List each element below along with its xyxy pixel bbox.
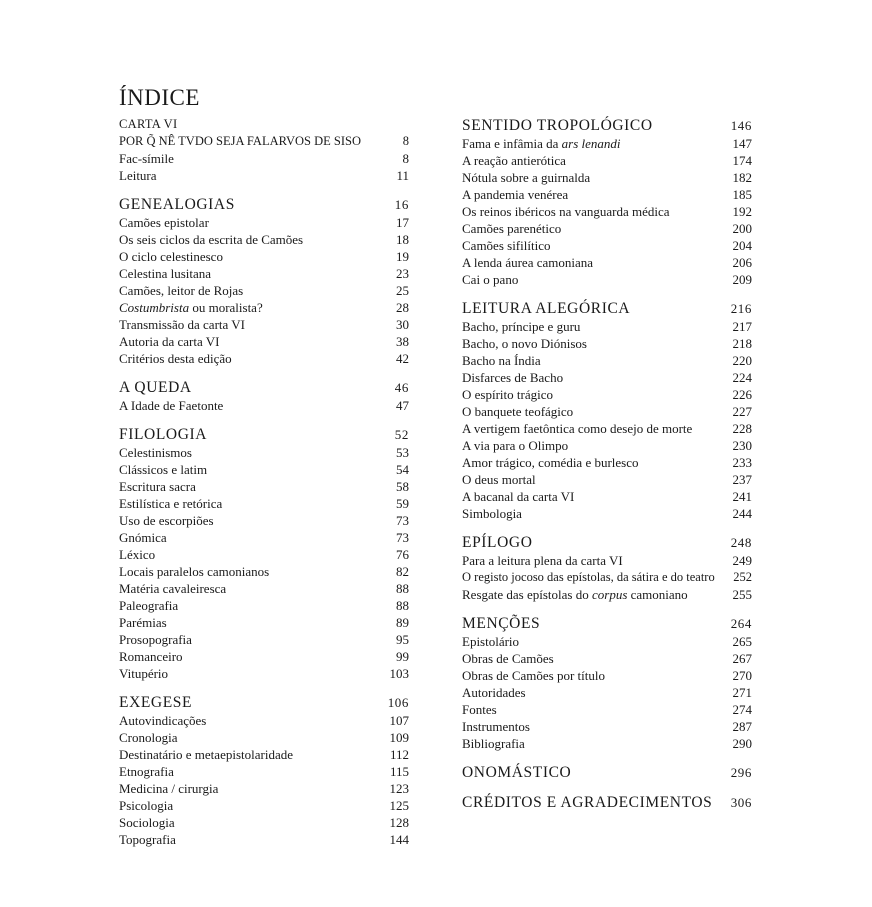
- heading-text: MENÇÕES: [462, 615, 541, 632]
- toc-entry[interactable]: [462, 254, 752, 271]
- entry-text: Epistolário: [462, 634, 520, 649]
- page-number: 192: [732, 204, 752, 219]
- toc-entry[interactable]: [462, 437, 752, 454]
- page-number: 28: [396, 300, 409, 315]
- section-heading[interactable]: [462, 116, 752, 135]
- page-number: 46: [394, 380, 409, 395]
- entry-text: Escritura sacra: [119, 479, 196, 494]
- page-number: 274: [732, 702, 752, 717]
- left-column: [119, 116, 409, 848]
- page-number: 252: [733, 570, 752, 584]
- page-number: 99: [396, 649, 409, 664]
- entry-text: Matéria cavaleiresca: [119, 581, 227, 596]
- page-number: 103: [389, 666, 409, 681]
- toc-entry[interactable]: [462, 454, 752, 471]
- entry-text: A vertigem faetôntica como desejo de morte: [462, 421, 693, 436]
- page-number: 42: [396, 351, 409, 366]
- toc-entry[interactable]: [119, 580, 409, 597]
- toc-entry[interactable]: [462, 701, 752, 718]
- section-heading[interactable]: [462, 763, 752, 782]
- heading-text: FILOLOGIA: [119, 426, 208, 443]
- page-number: 218: [732, 336, 752, 351]
- page-number: 59: [396, 496, 409, 511]
- section-epilogo: [462, 533, 752, 603]
- section-onomastico: [462, 763, 752, 782]
- entry-text: Vitupério: [119, 666, 169, 681]
- entry-text: Autoria da carta VI: [119, 334, 220, 349]
- toc-entry[interactable]: [462, 667, 752, 684]
- page-number: 128: [389, 815, 409, 830]
- toc-entry[interactable]: [462, 220, 752, 237]
- toc-entry[interactable]: [119, 444, 409, 461]
- page-number: 270: [732, 668, 752, 683]
- entry-text: Camões epistolar: [119, 215, 209, 230]
- page-number: 125: [389, 798, 409, 813]
- entry-text-start: Resgate das epístolas do: [462, 587, 592, 602]
- toc-entry[interactable]: [462, 135, 752, 152]
- toc-entry[interactable]: [462, 271, 752, 288]
- entry-text: Prosopografia: [119, 632, 192, 647]
- page-number: 248: [730, 535, 752, 550]
- entry-text: Amor trágico, comédia e burlesco: [462, 455, 639, 470]
- page-number: 115: [389, 764, 409, 779]
- toc-entry[interactable]: [119, 248, 409, 265]
- page-number: 107: [389, 713, 409, 728]
- entry-text: Disfarces de Bacho: [462, 370, 564, 385]
- entry-text-rest: ou moralista?: [189, 300, 263, 315]
- entry-text-italic: corpus: [591, 587, 628, 602]
- entry-text: O deus mortal: [462, 472, 536, 487]
- toc-entry[interactable]: [119, 763, 409, 780]
- entry-text: Leitura: [119, 168, 157, 183]
- entry-text: Para a leitura plena da carta VI: [462, 553, 623, 568]
- entry-text: Topografia: [119, 832, 176, 847]
- page-number: 147: [732, 136, 752, 151]
- toc-entry[interactable]: [119, 133, 409, 150]
- toc-entry[interactable]: [462, 318, 752, 335]
- section-heading[interactable]: [462, 533, 752, 552]
- entry-text: A pandemia venérea: [462, 187, 569, 202]
- toc-entry[interactable]: [119, 397, 409, 414]
- entry-text: Instrumentos: [462, 719, 530, 734]
- entry-text: O registo jocoso das epístolas, da sátira e do teatro: [462, 570, 715, 584]
- section-sentido-tropologico: [462, 116, 752, 288]
- toc-entry[interactable]: [119, 729, 409, 746]
- toc-entry[interactable]: [119, 316, 409, 333]
- toc-entry[interactable]: [119, 214, 409, 231]
- page-number: 109: [389, 730, 409, 745]
- toc-entry[interactable]: [462, 718, 752, 735]
- toc-entry[interactable]: [119, 614, 409, 631]
- toc-entry[interactable]: [119, 150, 409, 167]
- entry-text: Cronologia: [119, 730, 178, 745]
- toc-entry[interactable]: [462, 186, 752, 203]
- toc-entry[interactable]: [462, 386, 752, 403]
- toc-entry[interactable]: [462, 369, 752, 386]
- page-number: 73: [396, 530, 409, 545]
- section-carta-vi: [119, 116, 409, 184]
- page-number: 296: [730, 765, 752, 780]
- page-number: 82: [396, 564, 409, 579]
- entry-text: Transmissão da carta VI: [119, 317, 246, 332]
- page-number: 209: [732, 272, 752, 287]
- page-number: 73: [396, 513, 409, 528]
- entry-text: Bibliografia: [462, 736, 525, 751]
- toc-entry[interactable]: [119, 563, 409, 580]
- toc-entry[interactable]: [462, 335, 752, 352]
- page-number: 217: [732, 319, 752, 334]
- entry-text: Os seis ciclos da escrita de Camões: [119, 232, 304, 247]
- heading-text: SENTIDO TROPOLÓGICO: [462, 117, 653, 134]
- page-number: 23: [396, 266, 409, 281]
- entry-text: Critérios desta edição: [119, 351, 232, 366]
- toc-entry[interactable]: [462, 352, 752, 369]
- entry-text: Locais paralelos camonianos: [119, 564, 270, 579]
- entry-text: Cai o pano: [462, 272, 519, 287]
- page-number: 88: [396, 581, 409, 596]
- toc-entry[interactable]: [119, 797, 409, 814]
- entry-text: Medicina / cirurgia: [119, 781, 219, 796]
- entry-text: A reação antierótica: [462, 153, 566, 168]
- entry-text: Etnografia: [119, 764, 174, 779]
- entry-text: Uso de escorpiões: [119, 513, 214, 528]
- toc-entry[interactable]: [119, 546, 409, 563]
- entry-text: Camões sifilítico: [462, 238, 551, 253]
- toc-entry[interactable]: [462, 684, 752, 701]
- toc-entry[interactable]: [119, 780, 409, 797]
- toc-entry[interactable]: [462, 505, 752, 522]
- page-number: 8: [402, 151, 409, 166]
- page-number: 174: [732, 153, 752, 168]
- entry-text: Obras de Camões por título: [462, 668, 605, 683]
- entry-text: A lenda áurea camoniana: [462, 255, 594, 270]
- entry-text: Autovindicações: [119, 713, 207, 728]
- toc-entry[interactable]: [119, 478, 409, 495]
- toc-entry[interactable]: [462, 735, 752, 752]
- section-genealogias: [119, 195, 409, 367]
- page-number: 244: [732, 506, 752, 521]
- entry-text: Gnómica: [119, 530, 167, 545]
- page-number: 146: [730, 118, 752, 133]
- toc-entry[interactable]: [119, 529, 409, 546]
- entry-text: O espírito trágico: [462, 387, 553, 402]
- section-creditos: [462, 793, 752, 812]
- heading-text: CRÉDITOS E AGRADECIMENTOS: [462, 794, 713, 811]
- section-leitura-alegorica: [462, 299, 752, 522]
- entry-text: Fac-símile: [119, 151, 174, 166]
- page-number: 123: [389, 781, 409, 796]
- page-number: 144: [389, 832, 409, 847]
- toc-entry[interactable]: [462, 203, 752, 220]
- heading-text: A QUEDA: [119, 379, 192, 396]
- page-number: 182: [732, 170, 752, 185]
- entry-text: Parémias: [119, 615, 167, 630]
- toc-entry[interactable]: [119, 350, 409, 367]
- page-number: 58: [396, 479, 409, 494]
- page-number: 47: [396, 398, 409, 413]
- entry-text: O ciclo celestinesco: [119, 249, 223, 264]
- heading-text: EPÍLOGO: [462, 534, 533, 551]
- page-number: 18: [396, 232, 409, 247]
- entry-text: Autoridades: [462, 685, 526, 700]
- page-number: 306: [730, 795, 752, 810]
- page-number: 264: [730, 616, 752, 631]
- page-number: 287: [732, 719, 752, 734]
- entry-text: Celestina lusitana: [119, 266, 212, 281]
- page-number: 237: [732, 472, 752, 487]
- entry-text: Psicologia: [119, 798, 174, 813]
- heading-text: ONOMÁSTICO: [462, 764, 572, 781]
- entry-text: Paleografia: [119, 598, 179, 613]
- entry-text: Estilística e retórica: [119, 496, 223, 511]
- toc-entry[interactable]: [462, 403, 752, 420]
- toc-entry[interactable]: [119, 648, 409, 665]
- section-mencoes: [462, 614, 752, 752]
- page-number: 241: [732, 489, 752, 504]
- toc-entry[interactable]: [462, 471, 752, 488]
- section-heading[interactable]: [119, 195, 409, 214]
- toc-entry[interactable]: [462, 169, 752, 186]
- toc-entry[interactable]: [119, 712, 409, 729]
- toc-entry[interactable]: [462, 569, 752, 586]
- entry-text: Celestinismos: [119, 445, 192, 460]
- toc-entry[interactable]: [462, 488, 752, 505]
- entry-text: Destinatário e metaepistolaridade: [119, 747, 293, 762]
- heading-text: LEITURA ALEGÓRICA: [462, 300, 631, 317]
- page-number: 53: [396, 445, 409, 460]
- section-heading[interactable]: [119, 378, 409, 397]
- section-a-queda: [119, 378, 409, 414]
- page-number: 216: [730, 301, 752, 316]
- heading-text: CARTA VI: [119, 117, 178, 131]
- entry-text-italic: Costumbrista: [119, 300, 190, 315]
- page-number: 30: [396, 317, 409, 332]
- toc-entry[interactable]: [462, 420, 752, 437]
- entry-text-start: Fama e infâmia da: [462, 136, 562, 151]
- entry-text-italic: ars lenandi: [561, 136, 621, 151]
- toc-entry[interactable]: [462, 586, 752, 603]
- toc-entry[interactable]: [119, 299, 409, 316]
- entry-text: Sociologia: [119, 815, 175, 830]
- page-number: 255: [732, 587, 752, 602]
- page-number: 220: [732, 353, 752, 368]
- entry-text: Simbologia: [462, 506, 522, 521]
- page-number: 89: [396, 615, 409, 630]
- page-number: 11: [396, 168, 409, 183]
- entry-text: Nótula sobre a guirnalda: [462, 170, 591, 185]
- entry-text: Romanceiro: [119, 649, 183, 664]
- right-column: [462, 116, 752, 812]
- toc-entry[interactable]: [119, 631, 409, 648]
- toc-entry[interactable]: [462, 650, 752, 667]
- section-heading[interactable]: [462, 299, 752, 318]
- entry-text: [119, 299, 263, 316]
- page-number: 185: [732, 187, 752, 202]
- page-number: 112: [389, 747, 409, 762]
- entry-text: [462, 586, 688, 603]
- page-number: 228: [732, 421, 752, 436]
- toc-entry[interactable]: [462, 633, 752, 650]
- page-number: 249: [732, 553, 752, 568]
- page-number: 226: [732, 387, 752, 402]
- page-number: 8: [402, 134, 409, 148]
- page-number: 233: [732, 455, 752, 470]
- entry-text: Léxico: [119, 547, 156, 562]
- toc-entry[interactable]: [119, 831, 409, 848]
- toc-entry[interactable]: [119, 597, 409, 614]
- section-heading[interactable]: [119, 693, 409, 712]
- toc-entry[interactable]: [119, 461, 409, 478]
- entry-text: Os reinos ibéricos na vanguarda médica: [462, 204, 670, 219]
- heading-text: EXEGESE: [119, 694, 193, 711]
- entry-text: Bacho na Índia: [462, 353, 541, 368]
- page-number: 52: [394, 427, 409, 442]
- entry-text: Camões parenético: [462, 221, 562, 236]
- entry-text: A bacanal da carta VI: [462, 489, 575, 504]
- entry-text: Obras de Camões: [462, 651, 554, 666]
- toc-entry[interactable]: [462, 152, 752, 169]
- heading-text: GENEALOGIAS: [119, 196, 235, 213]
- entry-text: O banquete teofágico: [462, 404, 574, 419]
- page-number: 38: [396, 334, 409, 349]
- page-number: 106: [387, 695, 409, 710]
- page-number: 88: [396, 598, 409, 613]
- toc-entry[interactable]: [119, 282, 409, 299]
- section-heading[interactable]: [462, 614, 752, 633]
- toc-entry[interactable]: [119, 333, 409, 350]
- page-number: 271: [732, 685, 752, 700]
- page-number: 206: [732, 255, 752, 270]
- page-number: 230: [732, 438, 752, 453]
- page-number: 227: [732, 404, 752, 419]
- toc-entry[interactable]: [119, 265, 409, 282]
- page-number: 95: [396, 632, 409, 647]
- page-number: 16: [394, 197, 409, 212]
- toc-entry[interactable]: [119, 665, 409, 682]
- section-heading[interactable]: [119, 116, 409, 133]
- entry-text: Bacho, príncipe e guru: [462, 319, 581, 334]
- page-number: 265: [732, 634, 752, 649]
- page-number: 267: [732, 651, 752, 666]
- entry-text: [462, 135, 621, 152]
- section-heading[interactable]: [462, 793, 752, 812]
- page-number: 76: [396, 547, 409, 562]
- entry-text: Fontes: [462, 702, 497, 717]
- toc-entry[interactable]: [119, 512, 409, 529]
- page-number: 54: [396, 462, 409, 477]
- entry-text: Camões, leitor de Rojas: [119, 283, 244, 298]
- toc-entry[interactable]: [462, 237, 752, 254]
- entry-text: A via para o Olimpo: [462, 438, 569, 453]
- entry-text-rest: camoniano: [627, 587, 688, 602]
- page-number: 17: [396, 215, 409, 230]
- toc-entry[interactable]: [119, 231, 409, 248]
- entry-text: A Idade de Faetonte: [119, 398, 224, 413]
- section-exegese: [119, 693, 409, 848]
- entry-text: POR Q̃ NÊ TVDO SEJA FALARVOS DE SISO: [119, 134, 361, 148]
- page-number: 19: [396, 249, 409, 264]
- entry-text: Bacho, o novo Diónisos: [462, 336, 587, 351]
- toc-entry[interactable]: [119, 167, 409, 184]
- page-number: 290: [732, 736, 752, 751]
- page-number: 204: [732, 238, 752, 253]
- toc-entry[interactable]: [119, 746, 409, 763]
- page-title: ÍNDICE: [119, 85, 200, 110]
- section-filologia: [119, 425, 409, 682]
- section-heading[interactable]: [119, 425, 409, 444]
- entry-text: Clássicos e latim: [119, 462, 208, 477]
- page-number: 200: [732, 221, 752, 236]
- toc-entry[interactable]: [462, 552, 752, 569]
- toc-entry[interactable]: [119, 495, 409, 512]
- page-number: 25: [396, 283, 409, 298]
- toc-entry[interactable]: [119, 814, 409, 831]
- page-number: 224: [732, 370, 752, 385]
